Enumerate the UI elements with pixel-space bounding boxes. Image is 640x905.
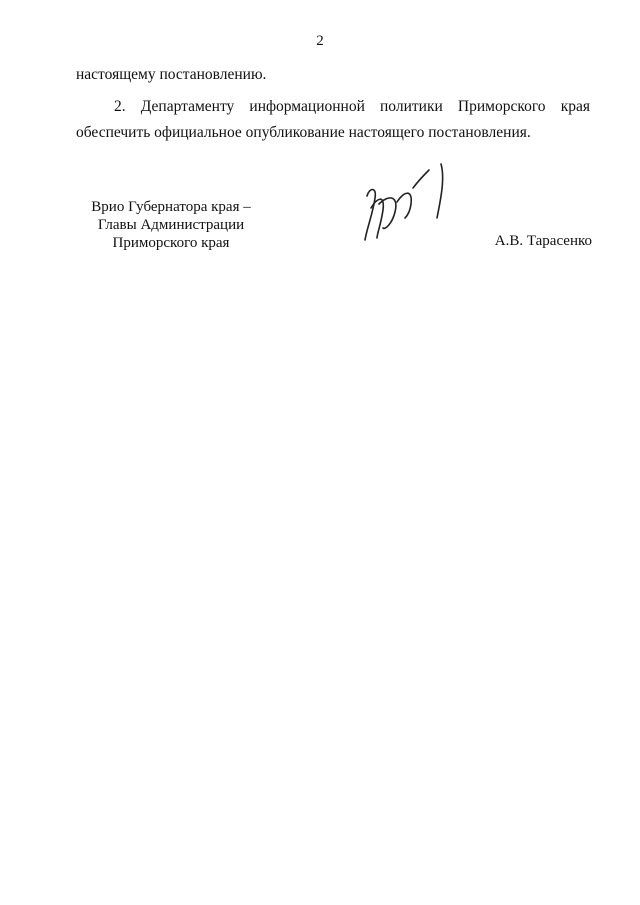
handwritten-signature: [355, 158, 455, 248]
position-line: Главы Администрации: [97, 217, 245, 233]
signatory-position: [76, 198, 266, 252]
position-line: Приморского края: [112, 235, 230, 251]
page-number: 2: [316, 33, 324, 49]
paragraph-continuation: настоящему постановлению.: [76, 66, 267, 83]
position-line: Врио Губернатора края –: [91, 199, 251, 215]
paragraph-2: 2. Департаменту информационной политики Приморского края обеспечить официальное опубликование настоящего постановления.: [76, 98, 590, 141]
signer-name: А.В. Тарасенко: [494, 233, 592, 249]
